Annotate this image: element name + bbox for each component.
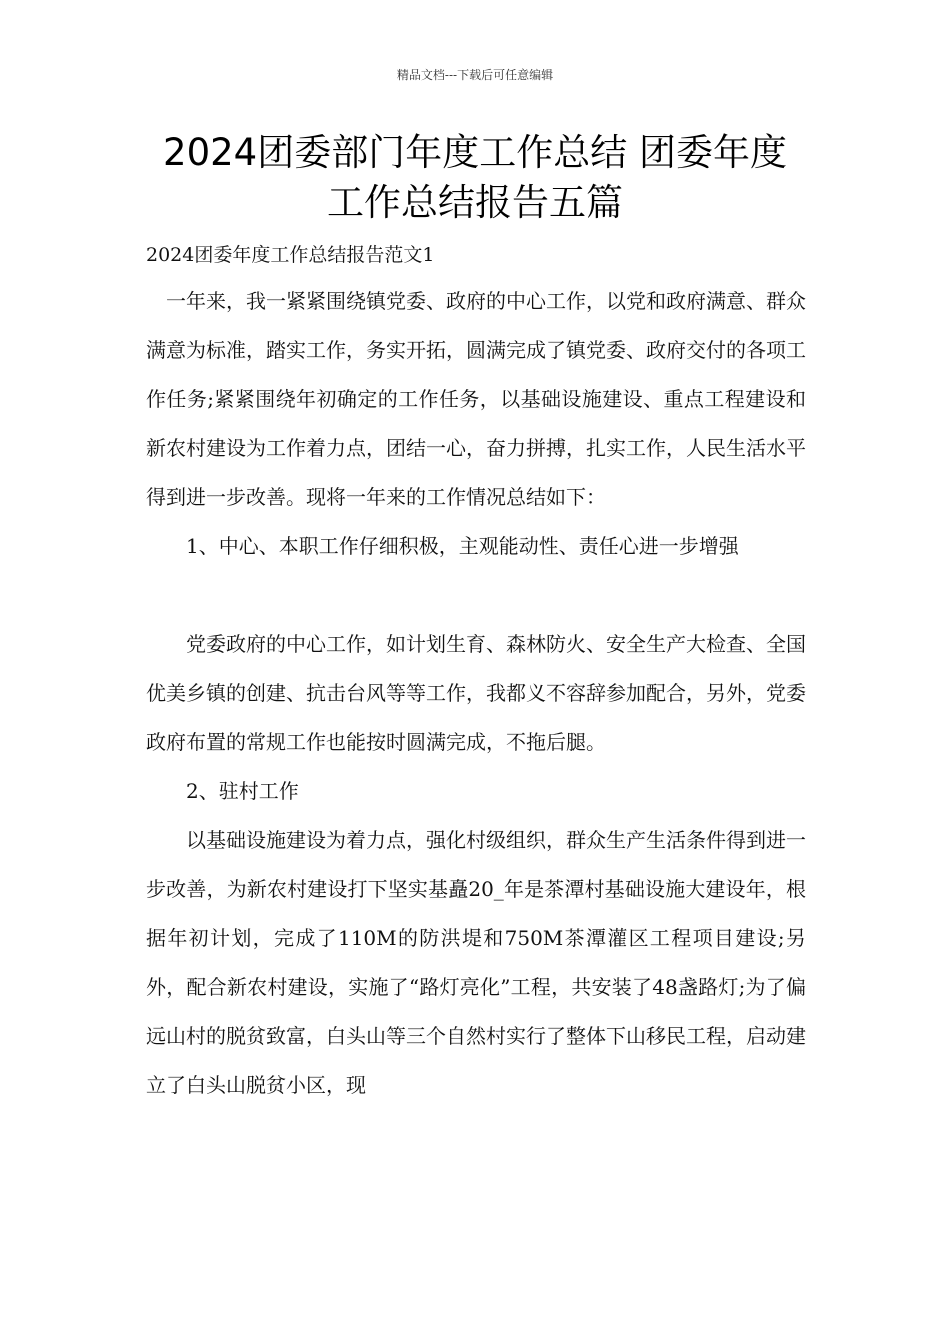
- paragraph-center-work: 党委政府的中心工作，如计划生育、森林防火、安全生产大检查、全国优美乡镇的创建、抗击台风等等工作，我都义不容辞参加配合，另外，党委政府布置的常规工作也能按时圆满完成，不拖后腿。: [146, 632, 806, 754]
- document-body: [146, 277, 806, 1110]
- document-header: 精品文档---下载后可任意编辑: [396, 68, 554, 82]
- title-line-1: 2024团委部门年度工作总结 团委年度: [163, 131, 787, 174]
- heading-1: 1、中心、本职工作仔细积极，主观能动性、责任心进一步增强: [146, 534, 739, 558]
- section-subtitle: 2024团委年度工作总结报告范文1: [146, 244, 435, 266]
- heading-2: 2、驻村工作: [146, 779, 299, 803]
- document-title: [120, 128, 830, 228]
- paragraph-intro: 一年来，我一紧紧围绕镇党委、政府的中心工作，以党和政府满意、群众满意为标准，踏实工作，务实开拓，圆满完成了镇党委、政府交付的各项工作任务;紧紧围绕年初确定的工作任务，以基础设施建设、重点工程建设和新农村建设为工作着力点，团结一心，奋力拼搏，扎实工作，人民生活水平得到进一步改善。现将一年来的工作情况总结如下：: [146, 289, 806, 509]
- title-line-2: 工作总结报告五篇: [327, 181, 623, 224]
- paragraph-village-work: 以基础设施建设为着力点，强化村级组织，群众生产生活条件得到进一步改善，为新农村建设打下坚实基矗20_年是茶潭村基础设施大建设年，根据年初计划，完成了110M的防洪堤和750M茶潭灌区工程项目建设;另外，配合新农村建设，实施了“路灯亮化”工程，共安装了48盏路灯;为了偏远山村的脱贫致富，白头山等三个自然村实行了整体下山移民工程，启动建立了白头山脱贫小区，现: [146, 828, 806, 1097]
- blank-line: [146, 571, 806, 620]
